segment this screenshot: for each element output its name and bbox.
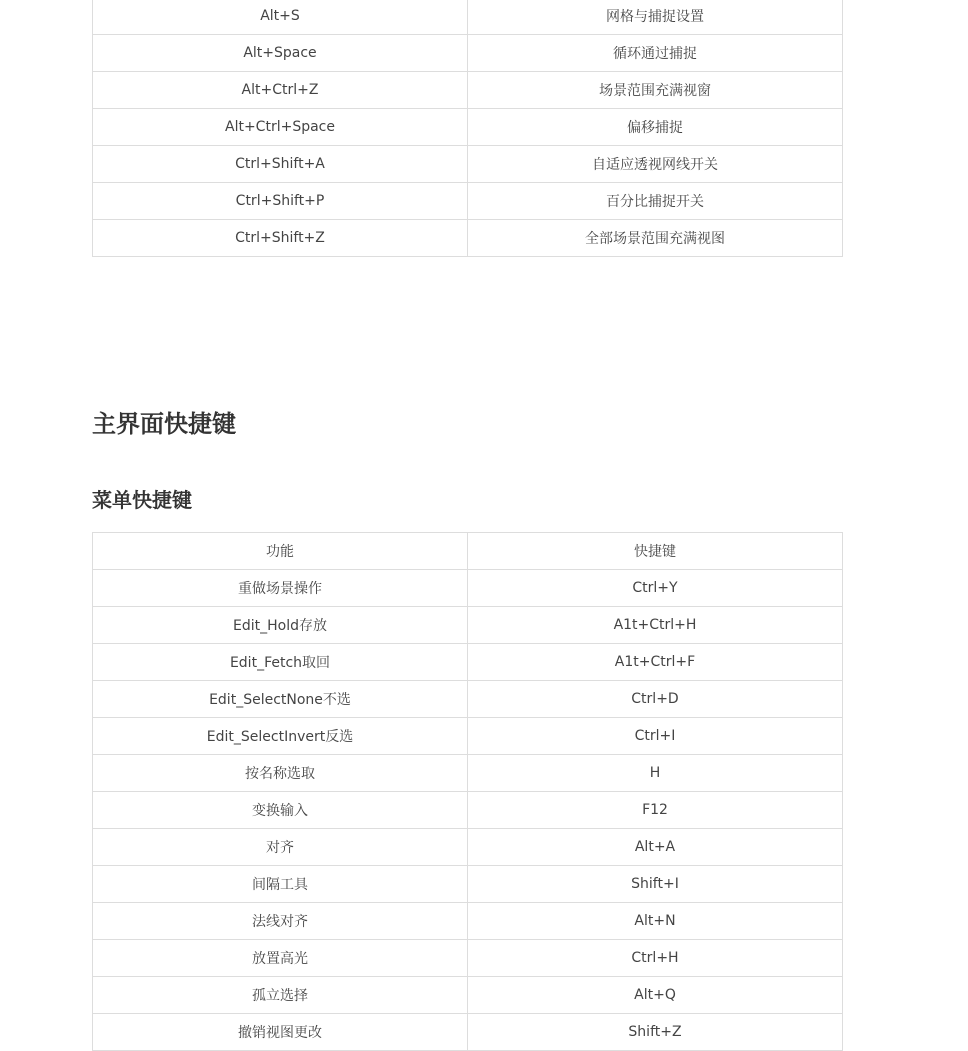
table-row bbox=[93, 0, 843, 35]
function-cell: Edit_Hold存放 bbox=[93, 607, 468, 644]
shortcut-cell: Ctrl+D bbox=[468, 681, 843, 718]
function-cell: 对齐 bbox=[93, 829, 468, 866]
table-row bbox=[93, 681, 843, 718]
shortcut-cell: Alt+Ctrl+Z bbox=[93, 72, 468, 109]
table-row bbox=[93, 220, 843, 257]
function-cell: 孤立选择 bbox=[93, 977, 468, 1014]
column-header-function: 功能 bbox=[93, 533, 468, 570]
table-row bbox=[93, 72, 843, 109]
table-row bbox=[93, 755, 843, 792]
shortcut-cell: A1t+Ctrl+F bbox=[468, 644, 843, 681]
function-cell: 百分比捕捉开关 bbox=[468, 183, 843, 220]
table-header-row bbox=[93, 533, 843, 570]
subsection-title: 菜单快捷键 bbox=[92, 488, 192, 512]
function-cell: 间隔工具 bbox=[93, 866, 468, 903]
shortcut-cell: A1t+Ctrl+H bbox=[468, 607, 843, 644]
table-row bbox=[93, 644, 843, 681]
shortcut-cell: Ctrl+Shift+P bbox=[93, 183, 468, 220]
function-cell: 场景范围充满视窗 bbox=[468, 72, 843, 109]
shortcut-cell: Alt+A bbox=[468, 829, 843, 866]
shortcut-cell: Alt+N bbox=[468, 903, 843, 940]
shortcut-cell: Shift+Z bbox=[468, 1014, 843, 1051]
shortcut-cell: Ctrl+Shift+A bbox=[93, 146, 468, 183]
table-row bbox=[93, 109, 843, 146]
table-row bbox=[93, 718, 843, 755]
shortcut-cell: Ctrl+Y bbox=[468, 570, 843, 607]
table-row bbox=[93, 607, 843, 644]
table-row bbox=[93, 1014, 843, 1051]
section-title: 主界面快捷键 bbox=[92, 410, 236, 438]
menu-shortcut-table bbox=[92, 532, 843, 1051]
table-row bbox=[93, 903, 843, 940]
function-cell: 变换输入 bbox=[93, 792, 468, 829]
shortcut-cell: Ctrl+H bbox=[468, 940, 843, 977]
table-row bbox=[93, 570, 843, 607]
function-cell: 网格与捕捉设置 bbox=[468, 0, 843, 35]
function-cell: 撤销视图更改 bbox=[93, 1014, 468, 1051]
shortcut-table-top bbox=[92, 0, 843, 257]
function-cell: 放置高光 bbox=[93, 940, 468, 977]
table-row bbox=[93, 940, 843, 977]
function-cell: 偏移捕捉 bbox=[468, 109, 843, 146]
function-cell: 全部场景范围充满视图 bbox=[468, 220, 843, 257]
shortcut-cell: F12 bbox=[468, 792, 843, 829]
table-row bbox=[93, 829, 843, 866]
shortcut-cell: Ctrl+I bbox=[468, 718, 843, 755]
table-row bbox=[93, 866, 843, 903]
table-row bbox=[93, 146, 843, 183]
shortcut-cell: Ctrl+Shift+Z bbox=[93, 220, 468, 257]
function-cell: 自适应透视网线开关 bbox=[468, 146, 843, 183]
function-cell: Edit_Fetch取回 bbox=[93, 644, 468, 681]
shortcut-cell: Alt+Space bbox=[93, 35, 468, 72]
shortcut-cell: Alt+Q bbox=[468, 977, 843, 1014]
function-cell: 重做场景操作 bbox=[93, 570, 468, 607]
table-row bbox=[93, 183, 843, 220]
function-cell: 按名称选取 bbox=[93, 755, 468, 792]
function-cell: 法线对齐 bbox=[93, 903, 468, 940]
table-row bbox=[93, 792, 843, 829]
function-cell: Edit_SelectNone不选 bbox=[93, 681, 468, 718]
table-row bbox=[93, 35, 843, 72]
function-cell: 循环通过捕捉 bbox=[468, 35, 843, 72]
function-cell: Edit_SelectInvert反选 bbox=[93, 718, 468, 755]
shortcut-cell: H bbox=[468, 755, 843, 792]
shortcut-cell: Alt+S bbox=[93, 0, 468, 35]
column-header-shortcut: 快捷键 bbox=[468, 533, 843, 570]
table-row bbox=[93, 977, 843, 1014]
shortcut-cell: Shift+I bbox=[468, 866, 843, 903]
shortcut-cell: Alt+Ctrl+Space bbox=[93, 109, 468, 146]
